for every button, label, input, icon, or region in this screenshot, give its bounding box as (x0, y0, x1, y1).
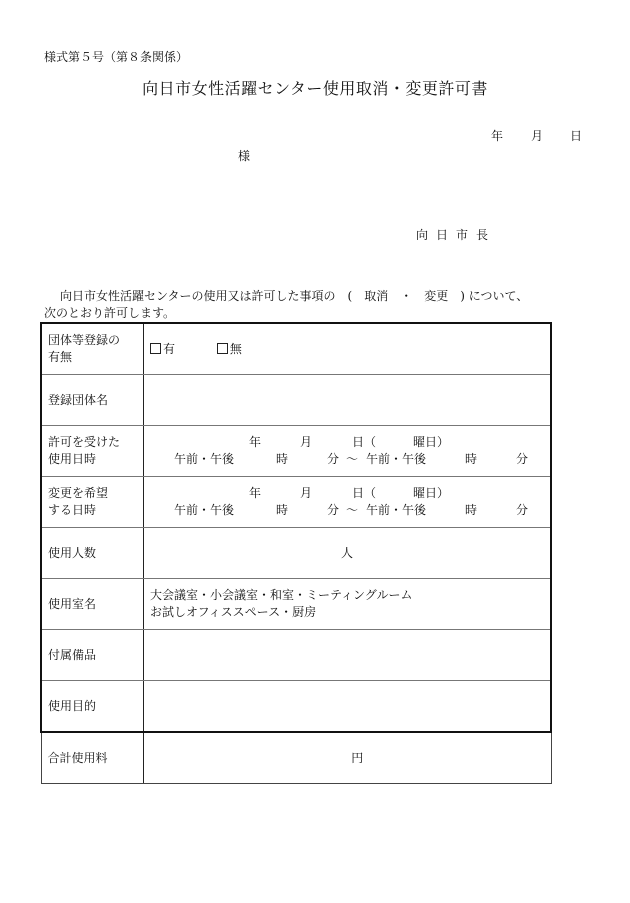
dt-ampm-end: 午前・午後 (366, 452, 427, 466)
form-number: 様式第５号（第８条関係） (44, 50, 189, 64)
dt-hour-end: 時 (465, 503, 478, 517)
dt-weekday: 曜日） (413, 486, 450, 500)
equipment-label: 付属備品 (41, 630, 144, 681)
intro-text-line-2: 次のとおり許可します。 (44, 306, 176, 320)
dt-day: 日（ (352, 486, 377, 500)
dt-month: 月 (300, 435, 313, 449)
rooms-field[interactable] (144, 579, 552, 630)
dt-month: 月 (300, 486, 313, 500)
equipment-field[interactable] (144, 630, 552, 681)
dt-hour-start: 時 (276, 452, 289, 466)
group-registration-options (144, 323, 552, 375)
date-year-label: 年 (491, 129, 504, 143)
row-permitted-datetime (41, 426, 551, 477)
total-fee-field[interactable] (144, 732, 552, 784)
permitted-datetime-field[interactable] (144, 426, 552, 477)
permit-form-table (40, 322, 552, 784)
row-group-registration (41, 323, 551, 375)
dt-hour-start: 時 (276, 503, 289, 517)
dt-year: 年 (249, 435, 262, 449)
dt-minute-start: 分 (327, 503, 340, 517)
purpose-field[interactable] (144, 681, 552, 733)
total-fee-unit: 円 (351, 750, 364, 765)
intro-text-line-1: 向日市女性活躍センターの使用又は許可した事項の ( 取消 ・ 変更 ) について、 (60, 289, 529, 303)
attendees-unit: 人 (340, 545, 353, 560)
rooms-line-1: 大会議室・小会議室・和室・ミーティングルーム (150, 588, 413, 602)
dt-weekday: 曜日） (413, 435, 450, 449)
group-registration-label: 団体等登録の 有無 (41, 323, 144, 375)
dt-tilde: ～ (346, 503, 359, 517)
date-day-label: 日 (570, 129, 583, 143)
issuer-name: 向日市長 (416, 228, 497, 242)
group-name-label: 登録団体名 (41, 375, 144, 426)
rooms-line-2: お試しオフィススペース・厨房 (150, 605, 317, 619)
attendees-label: 使用人数 (41, 528, 144, 579)
row-group-name (41, 375, 551, 426)
row-total-fee (41, 732, 551, 784)
dt-minute-start: 分 (327, 452, 340, 466)
option-yes[interactable]: 有 (150, 341, 175, 358)
date-month-label: 月 (531, 129, 544, 143)
requested-datetime-field[interactable] (144, 477, 552, 528)
dt-minute-end: 分 (516, 452, 529, 466)
dt-tilde: ～ (346, 452, 359, 466)
requested-datetime-label: 変更を希望 する日時 (41, 477, 144, 528)
row-purpose (41, 681, 551, 733)
dt-ampm-start: 午前・午後 (174, 452, 235, 466)
attendees-field[interactable] (144, 528, 552, 579)
checkbox-no[interactable] (217, 343, 228, 354)
total-fee-label: 合計使用料 (41, 732, 144, 784)
dt-ampm-start: 午前・午後 (174, 503, 235, 517)
permitted-datetime-label: 許可を受けた 使用日時 (41, 426, 144, 477)
group-name-field[interactable] (144, 375, 552, 426)
dt-day: 日（ (352, 435, 377, 449)
row-equipment (41, 630, 551, 681)
purpose-label: 使用目的 (41, 681, 144, 733)
checkbox-yes[interactable] (150, 343, 161, 354)
row-rooms (41, 579, 551, 630)
option-no[interactable]: 無 (217, 341, 242, 358)
dt-hour-end: 時 (465, 452, 478, 466)
rooms-label: 使用室名 (41, 579, 144, 630)
document-title: 向日市女性活躍センター使用取消・変更許可書 (142, 79, 488, 98)
row-requested-datetime (41, 477, 551, 528)
row-attendees (41, 528, 551, 579)
dt-year: 年 (249, 486, 262, 500)
dt-ampm-end: 午前・午後 (366, 503, 427, 517)
addressee-suffix: 様 (238, 149, 251, 163)
dt-minute-end: 分 (516, 503, 529, 517)
